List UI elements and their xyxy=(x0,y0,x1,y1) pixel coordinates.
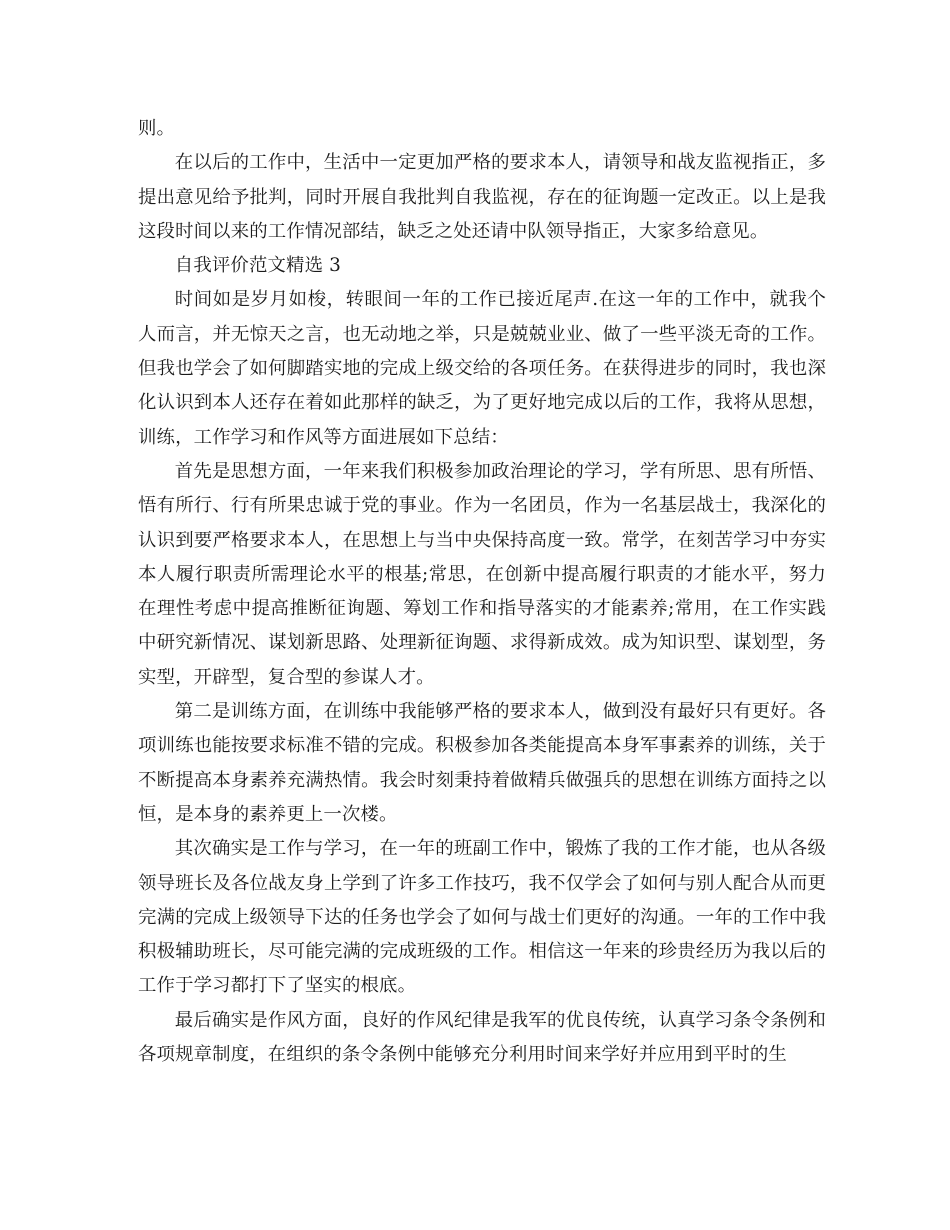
paragraph-style: 最后确实是作风方面，良好的作风纪律是我军的优良传统，认真学习条令条例和各项规章制度，在组织的条令条例中能够充分利用时间来学好并应用到平时的生 xyxy=(138,1009,826,1066)
paragraph-training: 第二是训练方面，在训练中我能够严格的要求本人，做到没有最好只有更好。各项训练也能按要求标准不错的完成。积极参加各类能提高本身军事素养的训练，关于不断提高本身素养充满热情。我会时刻秉持着做精兵做强兵的思想在训练方面持之以恒，是本身的素养更上一次楼。 xyxy=(138,701,826,825)
paragraph-future-work: 在以后的工作中，生活中一定更加严格的要求本人，请领导和战友监视指正，多提出意见给予批判，同时开展自我批判自我监视，存在的征询题一定改正。以上是我这段时间以来的工作情况部结，缺乏之处还请中队领导指正，大家多给意见。 xyxy=(138,152,826,242)
paragraph-thought: 首先是思想方面，一年来我们积极参加政治理论的学习，学有所思、思有所悟、悟有所行、行有所果忠诚于党的事业。作为一名团员，作为一名基层战士，我深化的认识到要严格要求本人，在思想上与当中央保持高度一致。常学，在刻苦学习中夯实本人履行职责所需理论水平的根基;常思，在创新中提高履行职责的才能水平，努力在理性考虑中提高推断征询题、筹划工作和指导落实的才能素养;常用，在工作实践中研究新情况、谋划新思路、处理新征询题、求得新成效。成为知识型、谋划型，务实型，开辟型，复合型的参谋人才。 xyxy=(138,460,826,688)
paragraph-continuation: 则。 xyxy=(138,118,176,139)
section-heading: 自我评价范文精选 3 xyxy=(174,255,341,277)
paragraph-work-study: 其次确实是工作与学习，在一年的班副工作中，锻炼了我的工作才能，也从各级领导班长及各位战友身上学到了许多工作技巧，我不仅学会了如何与别人配合从而更完满的完成上级领导下达的任务也学会了如何与战士们更好的沟通。一年的工作中我积极辅助班长，尽可能完满的完成班级的工作。相信这一年来的珍贵经历为我以后的工作于学习都打下了坚实的根底。 xyxy=(138,838,826,997)
paragraph-year-summary: 时间如是岁月如梭，转眼间一年的工作已接近尾声.在这一年的工作中，就我个人而言，并无惊天之言，也无动地之举，只是兢兢业业、做了一些平淡无奇的工作。但我也学会了如何脚踏实地的完成上级交给的各项任务。在获得进步的同时，我也深化认识到本人还存在着如此那样的缺乏，为了更好地完成以后的工作，我将从思想，训练，工作学习和作风等方面进展如下总结： xyxy=(138,289,826,448)
document-body xyxy=(138,112,826,1072)
